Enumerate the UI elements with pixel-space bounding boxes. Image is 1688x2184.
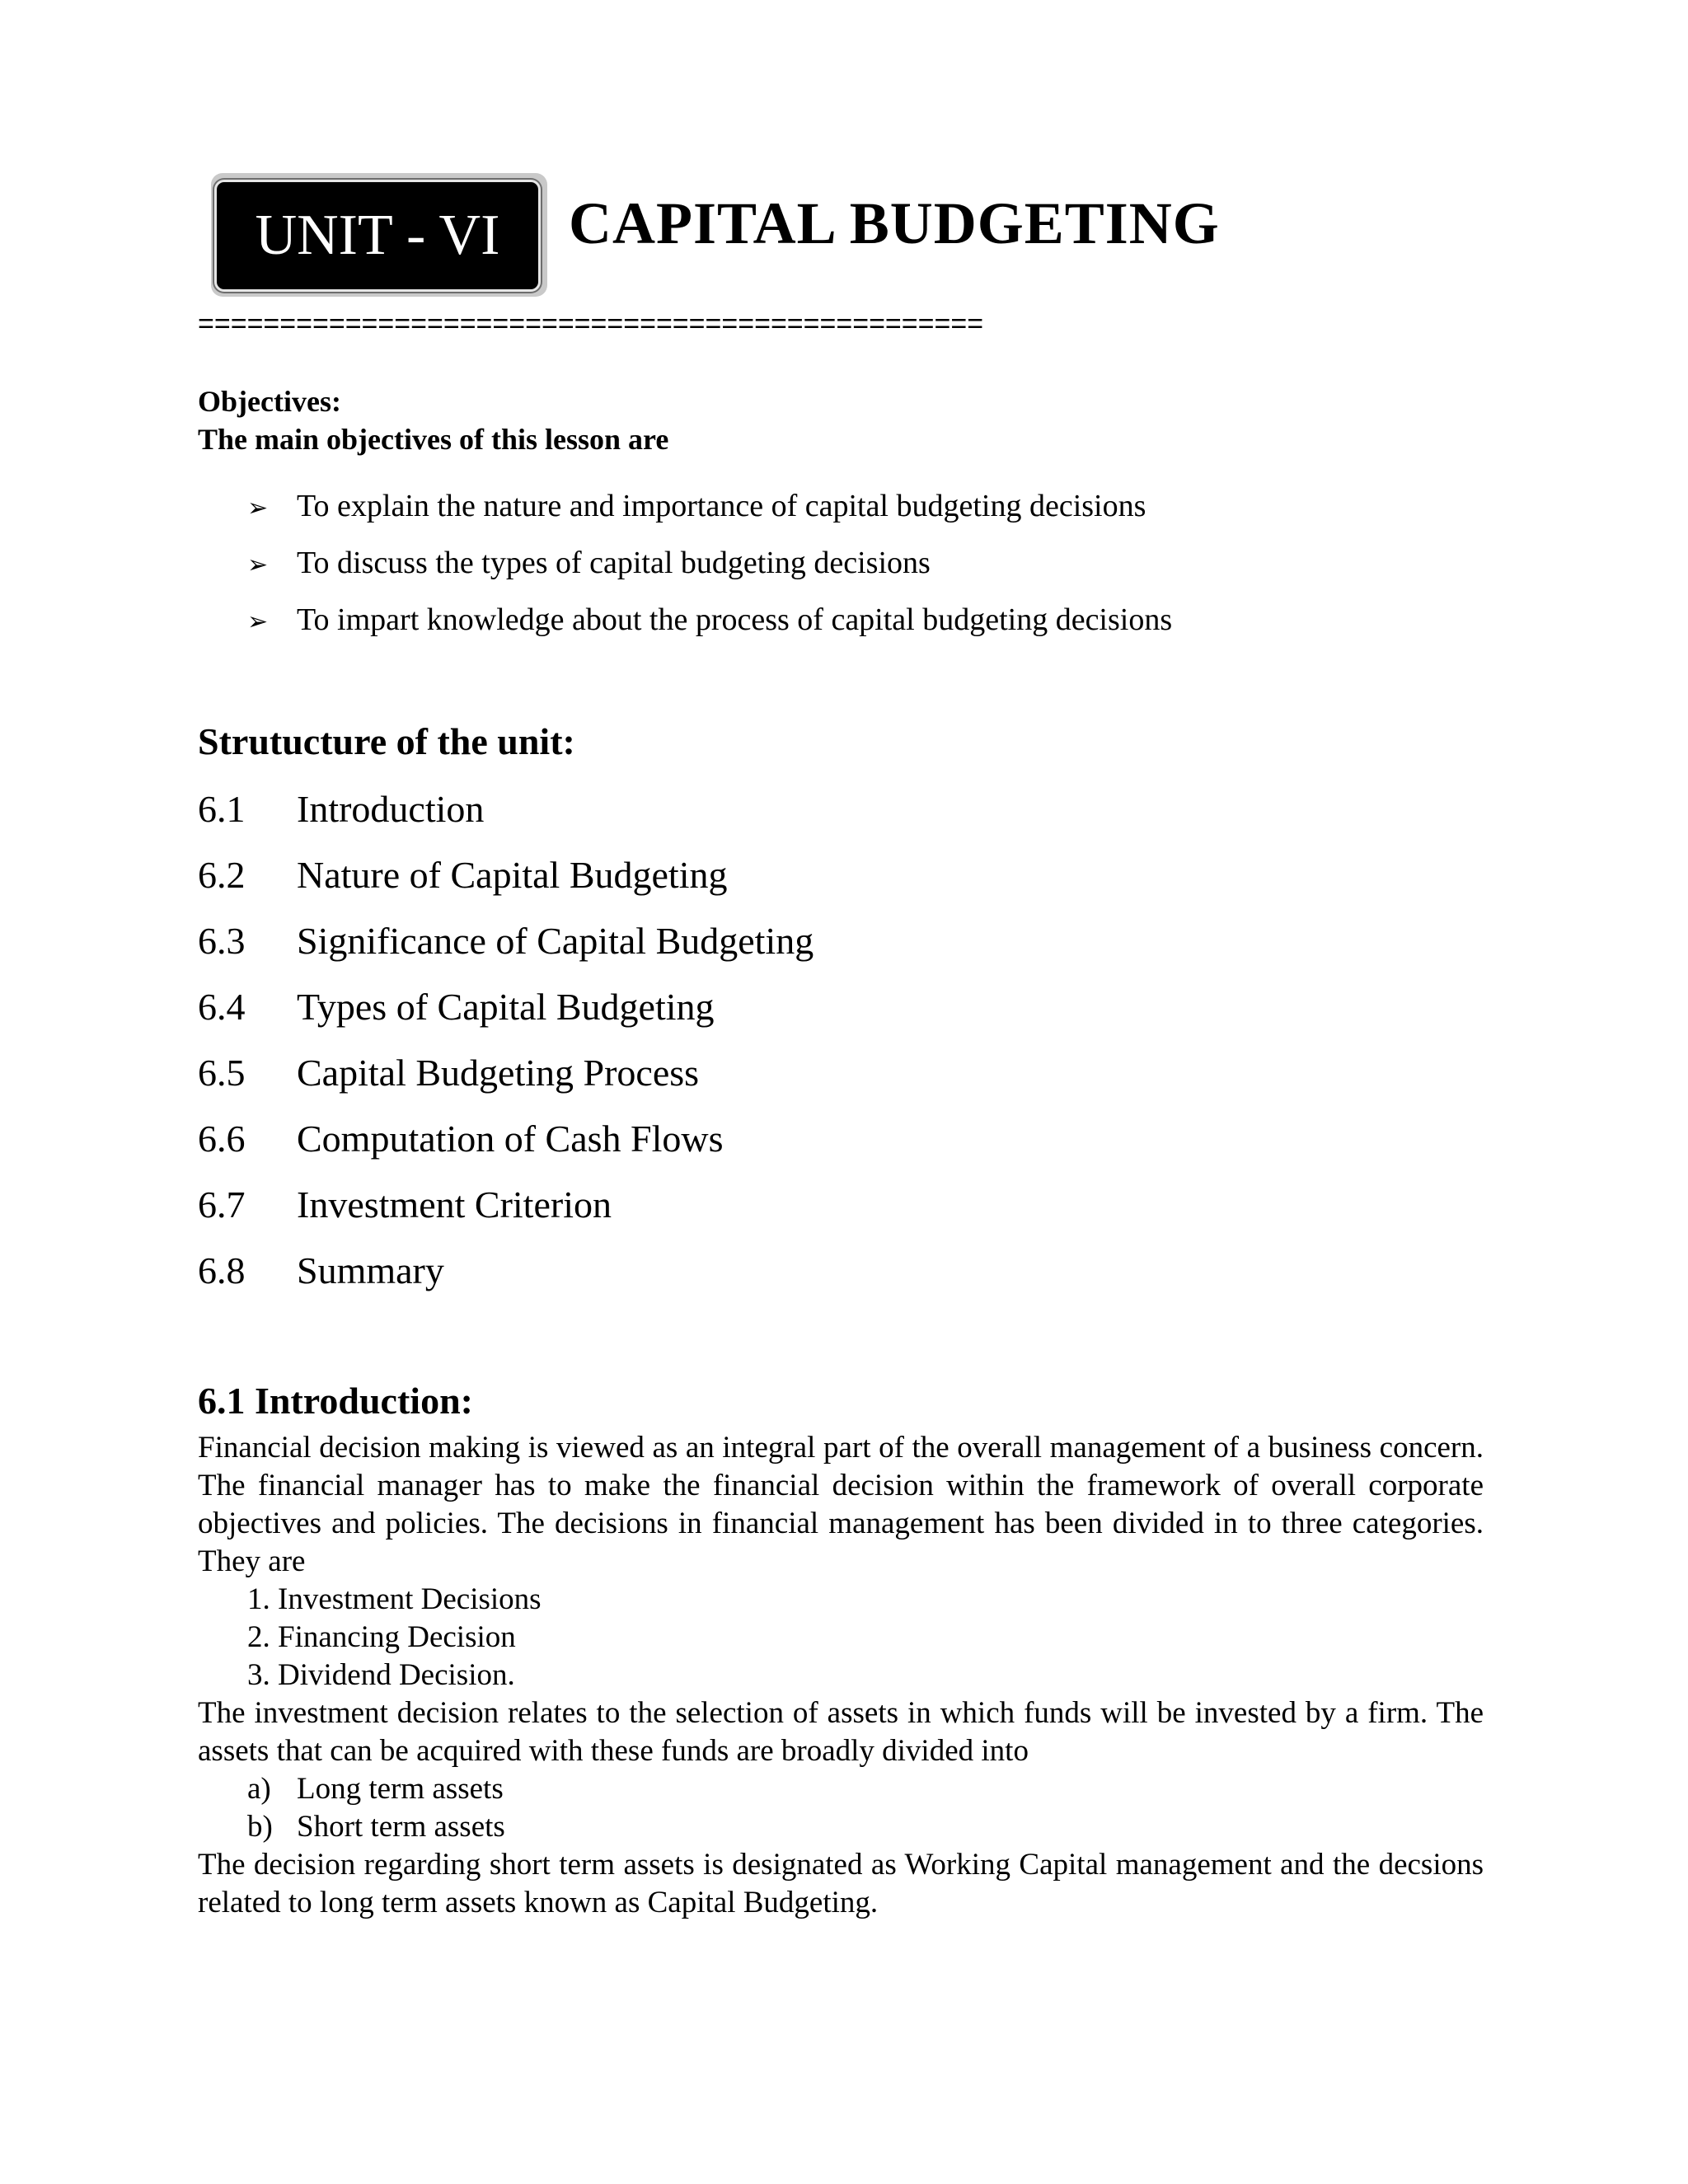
unit-title: CAPITAL BUDGETING: [569, 190, 1220, 256]
toc-label: Significance of Capital Budgeting: [297, 920, 814, 962]
toc-number: 6.4: [198, 986, 246, 1028]
structure-heading: Strutucture of the unit:: [198, 720, 575, 762]
title-divider: ================================================: [198, 310, 984, 338]
toc-number: 6.8: [198, 1249, 246, 1291]
list-letter: b): [247, 1810, 273, 1844]
toc-label: Introduction: [297, 788, 485, 830]
toc-label: Summary: [297, 1249, 444, 1291]
list-item: 3. Dividend Decision.: [247, 1658, 515, 1692]
introduction-body: [198, 1429, 1484, 1922]
decision-categories-list: [198, 1581, 1484, 1694]
list-item: [247, 1770, 1484, 1808]
list-item: [247, 545, 1172, 602]
toc-label: Nature of Capital Budgeting: [297, 854, 728, 896]
structure-list: [198, 786, 814, 1314]
toc-number: 6.3: [198, 920, 246, 962]
toc-number: 6.2: [198, 854, 246, 896]
list-label: Short term assets: [297, 1810, 505, 1844]
toc-label: Capital Budgeting Process: [297, 1052, 700, 1094]
unit-badge: [214, 180, 541, 292]
introduction-paragraph-1: Financial decision making is viewed as an integral part of the overall management of a business concern. The financial manager has to make the financial decision within the framework of overall corporate objectives and policies. The decisions in financial management has been divided in to three categories. They are: [198, 1431, 1484, 1578]
introduction-paragraph-2: The investment decision relates to the selection of assets in which funds will be invested by a firm. The assets that can be acquired with these funds are broadly divided into: [198, 1696, 1484, 1768]
objective-text: To impart knowledge about the process of capital budgeting decisions: [297, 602, 1173, 637]
toc-label: Computation of Cash Flows: [297, 1118, 724, 1160]
introduction-paragraph-3: The decision regarding short term assets is designated as Working Capital management and the decsions related to long term assets known as Capital Budgeting.: [198, 1848, 1484, 1919]
list-letter: a): [247, 1772, 271, 1806]
toc-item: [198, 1182, 814, 1248]
objectives-section: [198, 382, 668, 458]
objectives-list: [247, 488, 1172, 658]
toc-number: 6.6: [198, 1118, 246, 1160]
toc-item: [198, 984, 814, 1050]
toc-number: 6.5: [198, 1052, 246, 1094]
objective-text: To explain the nature and importance of capital budgeting decisions: [297, 489, 1146, 523]
toc-label: Types of Capital Budgeting: [297, 986, 715, 1028]
toc-number: 6.7: [198, 1183, 246, 1226]
list-label: Long term assets: [297, 1772, 504, 1806]
list-item: [247, 1808, 1484, 1846]
toc-number: 6.1: [198, 788, 246, 830]
toc-label: Investment Criterion: [297, 1183, 612, 1226]
arrow-bullet-icon: ➢: [247, 607, 269, 636]
objective-text: To discuss the types of capital budgeting decisions: [297, 546, 931, 580]
unit-badge-label: UNIT - VI: [255, 204, 500, 267]
list-item: [247, 602, 1172, 658]
list-item: [247, 488, 1172, 545]
objectives-heading: Objectives:: [198, 385, 341, 418]
toc-item: [198, 1116, 814, 1182]
arrow-bullet-icon: ➢: [247, 551, 269, 579]
toc-item: [198, 852, 814, 918]
toc-item: [198, 786, 814, 852]
introduction-heading: 6.1 Introduction:: [198, 1380, 473, 1422]
list-item: 1. Investment Decisions: [247, 1582, 542, 1616]
objectives-subheading: The main objectives of this lesson are: [198, 423, 669, 456]
assets-list: [198, 1770, 1484, 1846]
toc-item: [198, 1050, 814, 1116]
arrow-bullet-icon: ➢: [247, 494, 269, 523]
toc-item: [198, 1248, 814, 1314]
toc-item: [198, 918, 814, 984]
list-item: 2. Financing Decision: [247, 1620, 516, 1654]
